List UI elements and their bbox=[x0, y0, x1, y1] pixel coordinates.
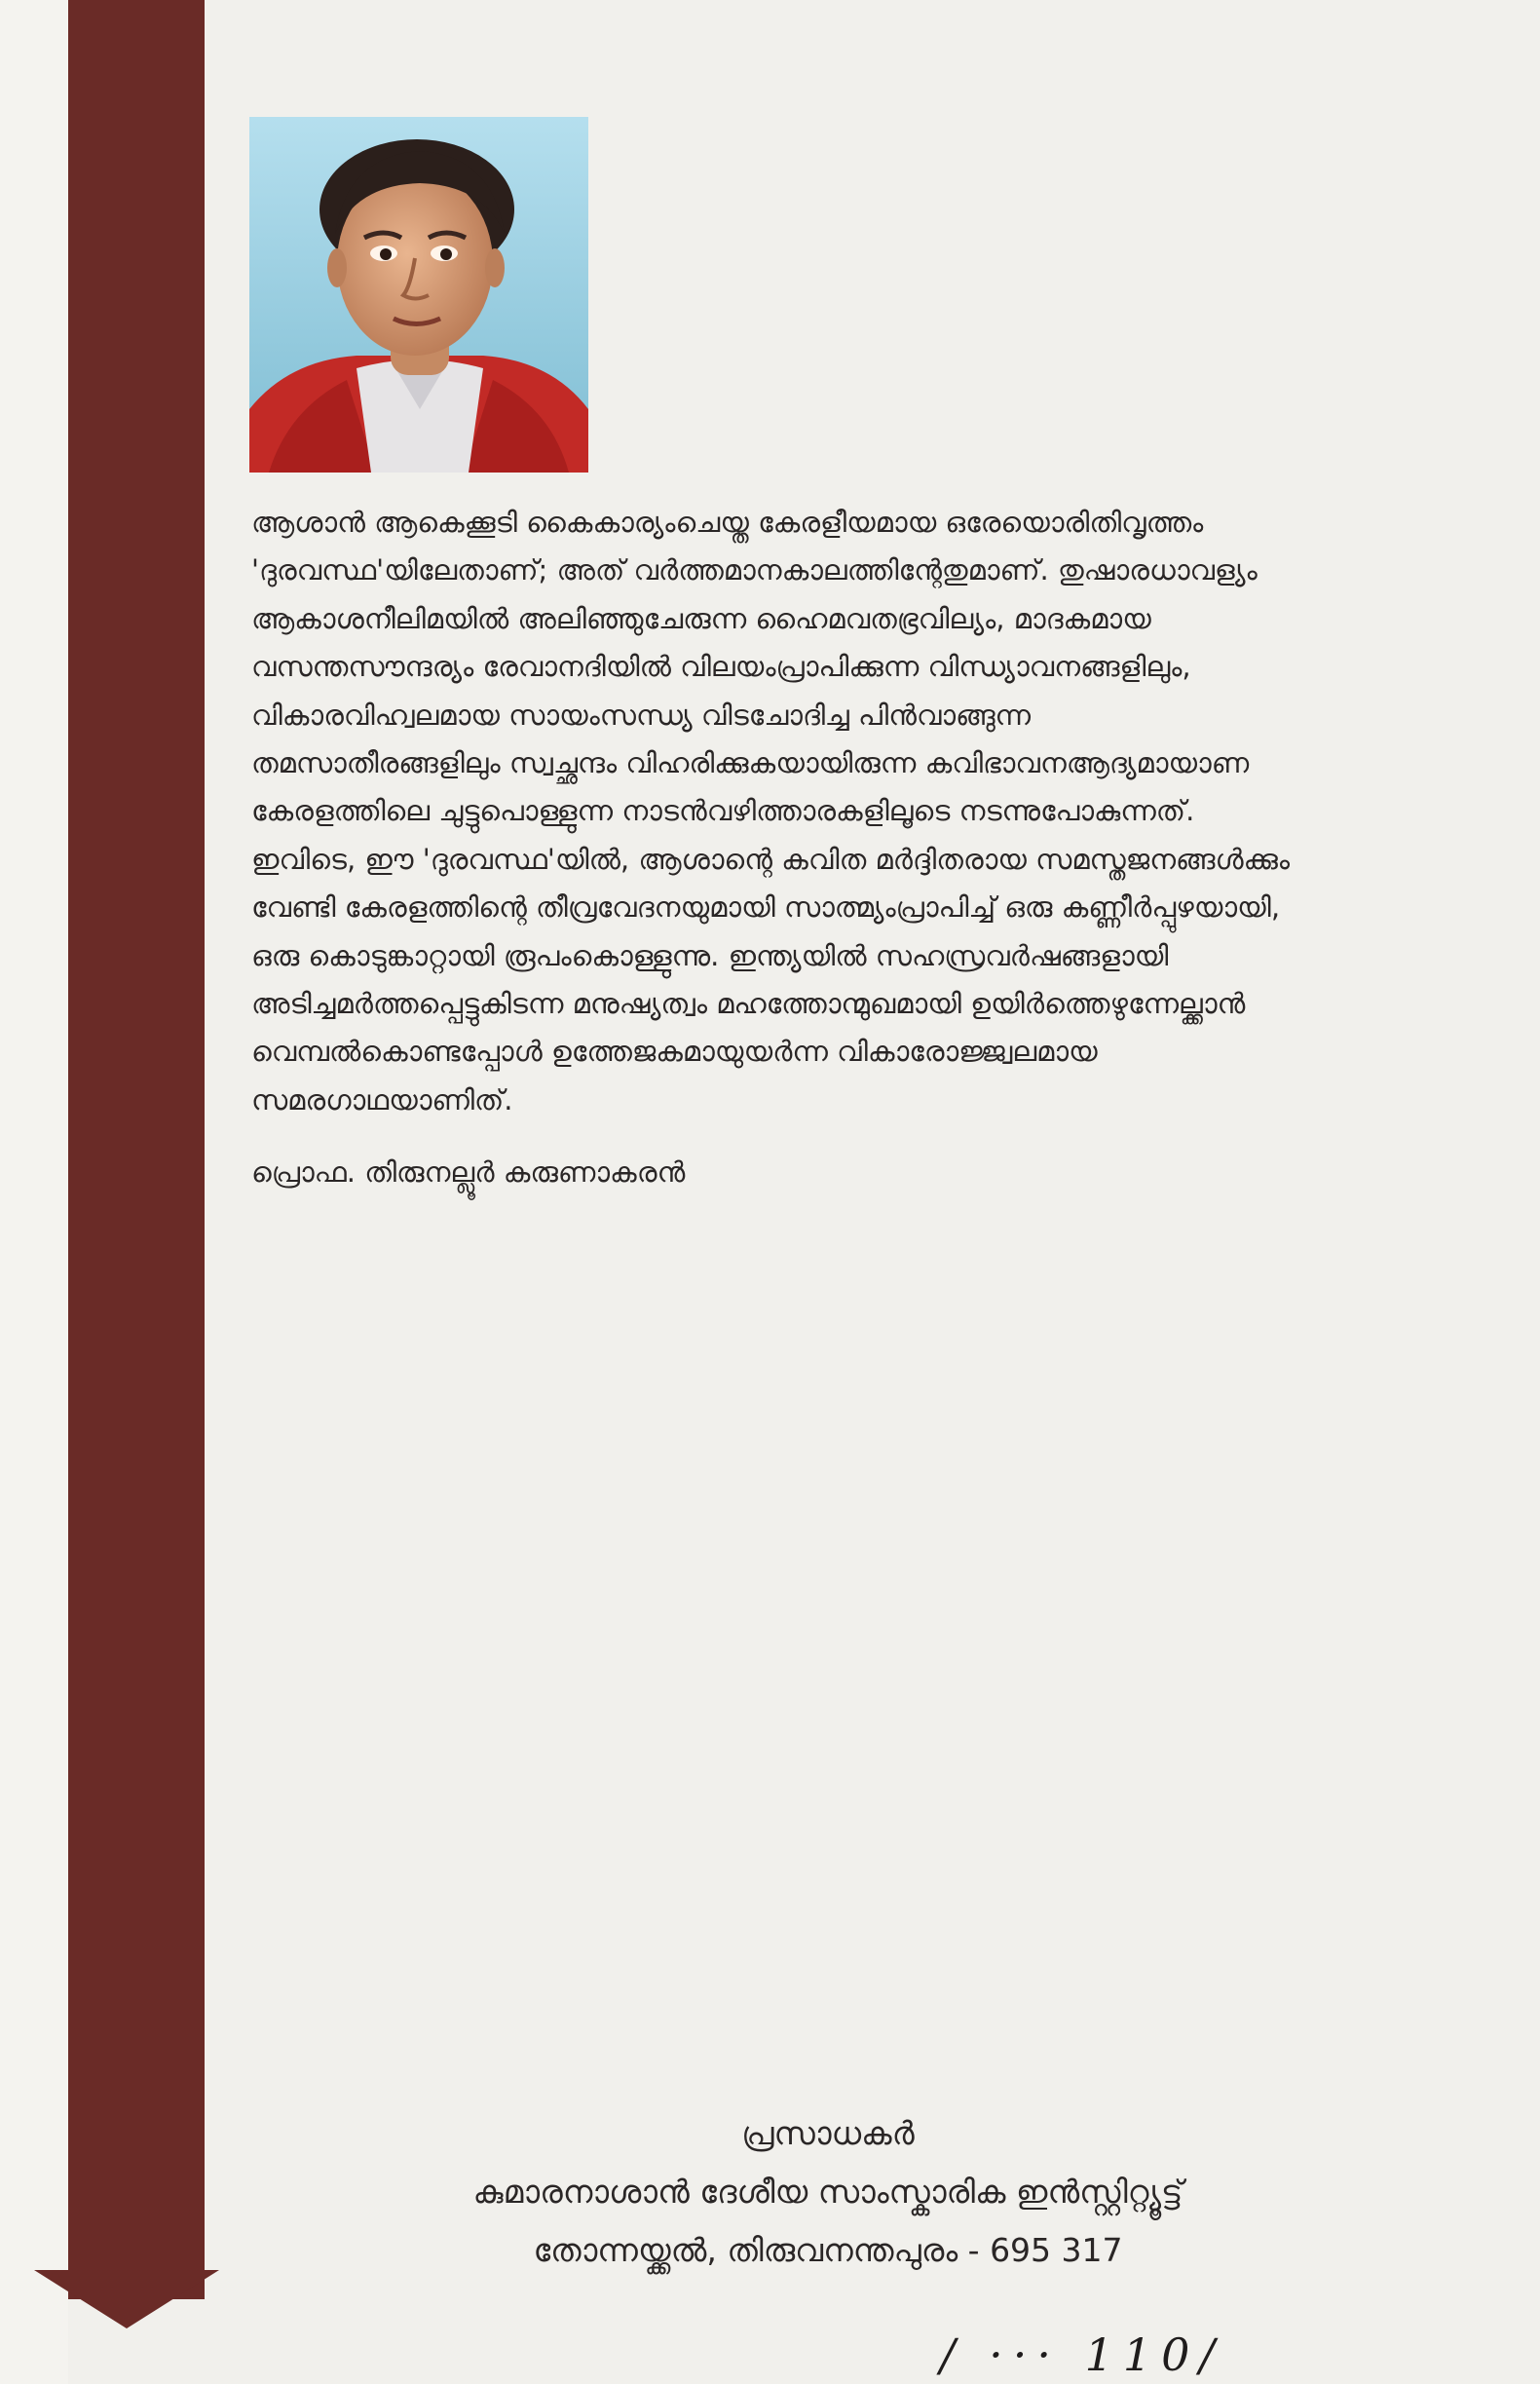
blurb-line: അടിച്ചമർത്തപ്പെട്ടുകിടന്ന മനുഷ്യത്വം മഹത്തോന്മുഖമായി ഉയിർത്തെഴുന്നേല്ക്കാൻ bbox=[251, 987, 1246, 1021]
blurb-line: തമസാതീരങ്ങളിലും സ്വച്ഛന്ദം വിഹരിക്കുകയായിരുന്ന കവിഭാവനആദ്യമായാണ bbox=[251, 746, 1250, 780]
blurb-line: ഇവിടെ, ഈ 'ദുരവസ്ഥ'യിൽ, ആശാന്റെ കവിത മർദ്ദിതരായ സമസ്തജനങ്ങൾക്കും bbox=[251, 842, 1291, 876]
blurb-line: വെമ്പൽകൊണ്ടപ്പോൾ ഉത്തേജകമായുയർന്ന വികാരോജ്ജ്വലമായ bbox=[251, 1035, 1098, 1069]
blurb-line: വസന്തസൗന്ദര്യം രേവാനദിയിൽ വിലയംപ്രാപിക്കുന്ന വിന്ധ്യാവനങ്ങളിലും, bbox=[251, 650, 1191, 684]
publisher-address: തോന്നയ്ക്കൽ, തിരുവനന്തപുരം - 695 317 bbox=[533, 2231, 1123, 2269]
blurb-line: ആശാൻ ആകെക്കൂടി കൈകാര്യംചെയ്ത കേരളീയമായ ഒരേയൊരിതിവൃത്തം bbox=[251, 506, 1204, 539]
blurb-line: സമരഗാഥയാണിത്. bbox=[251, 1082, 513, 1116]
handwritten-mark: / ··· 110/ bbox=[940, 2328, 1224, 2381]
blurb-paragraph bbox=[251, 499, 1498, 1124]
blurb-line: 'ദുരവസ്ഥ'യിലേതാണ്; അത് വർത്തമാനകാലത്തിന്റേതുമാണ്. തുഷാരധാവള്യം bbox=[251, 553, 1258, 587]
publisher-heading: പ്രസാധകർ bbox=[741, 2114, 915, 2152]
publisher-name: കുമാരനാശാൻ ദേശീയ സാംസ്കാരിക ഇൻസ്റ്റിറ്റ്യൂട്ട് bbox=[472, 2173, 1183, 2211]
back-cover-text bbox=[251, 499, 1498, 1190]
cover-spine-band bbox=[68, 0, 205, 2299]
blurb-line: വേണ്ടി കേരളത്തിന്റെ തീവ്രവേദനയുമായി സാത്മ്യംപ്രാപിച്ച് ഒരു കണ്ണീർപ്പുഴയായി, bbox=[251, 890, 1281, 925]
page-edge bbox=[0, 0, 68, 2384]
blurb-author: പ്രൊഫ. തിരുനല്ലൂർ കരുണാകരൻ bbox=[251, 1155, 686, 1190]
blurb-line: വികാരവിഹ്വലമായ സായംസന്ധ്യ വിടചോദിച്ച പിൻവാങ്ങുന്ന bbox=[251, 698, 1032, 732]
publisher-block bbox=[292, 2104, 1364, 2280]
cover-spine-tail bbox=[34, 2270, 219, 2328]
blurb-line: ആകാശനീലിമയിൽ അലിഞ്ഞുചേരുന്ന ഹൈമവതഭ്രവില്യം, മാദകമായ bbox=[251, 601, 1151, 635]
blurb-line: കേരളത്തിലെ ചുട്ടുപൊള്ളുന്ന നാടൻവഴിത്താരകളിലൂടെ നടന്നുപോകുന്നത്. bbox=[251, 794, 1195, 828]
author-portrait bbox=[249, 117, 588, 473]
blurb-line: ഒരു കൊടുങ്കാറ്റായി രൂപംകൊള്ളുന്നു. ഇന്ത്യയിൽ സഹസ്രവർഷങ്ങളായി bbox=[251, 938, 1169, 972]
author-portrait-illustration bbox=[249, 117, 588, 473]
